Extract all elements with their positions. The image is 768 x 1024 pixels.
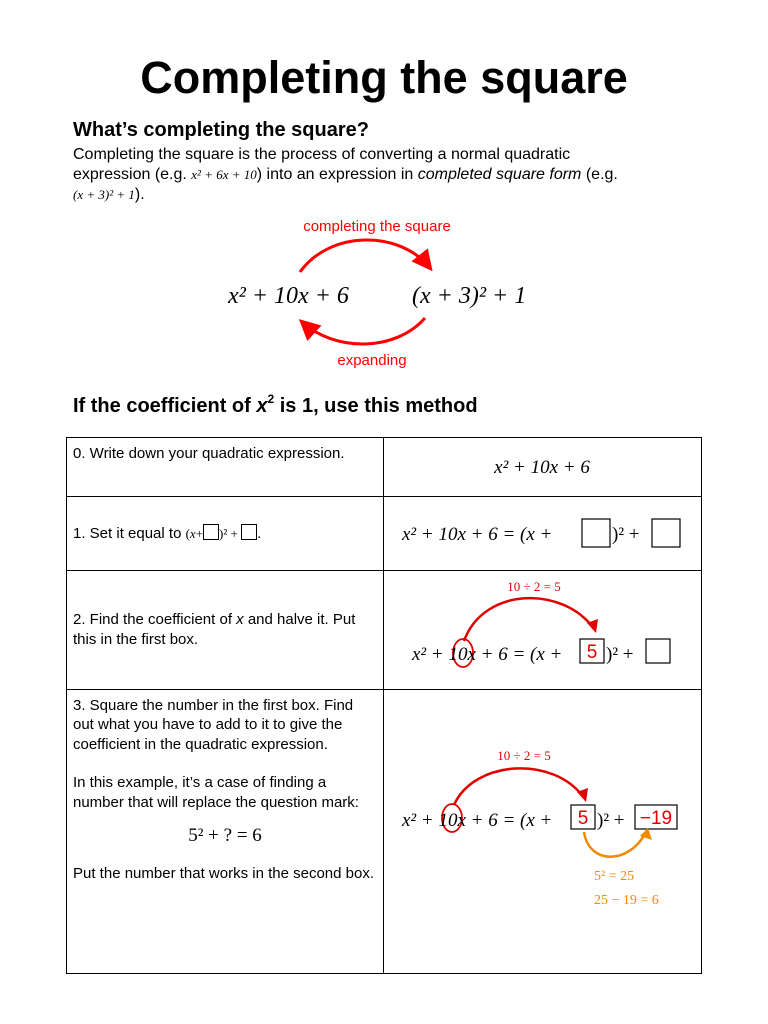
intro-text: ) into an expression in <box>256 166 418 183</box>
page-title: Completing the square <box>140 52 628 103</box>
step-2-expression: x² + 10x + 6 = (x + <box>412 644 563 665</box>
completing-label: completing the square <box>303 218 451 235</box>
step-1-expression: x² + 10x + 6 = (x + <box>402 523 553 545</box>
step-0-math <box>384 438 700 490</box>
step-2-expression-end: )² + <box>606 644 634 665</box>
heading-var: x <box>256 395 268 417</box>
heading-sup: 2 <box>267 392 275 406</box>
halving-annotation: 10 ÷ 2 = 5 <box>497 747 551 763</box>
transformation-diagram <box>0 0 768 400</box>
step-3-para-3: Put the number that works in the second box. <box>73 864 375 882</box>
blank-box <box>203 524 219 540</box>
halving-arrow <box>464 598 594 641</box>
step-3-para-2: In this example, it’s a case of finding a number that will replace the question mark: <box>73 774 359 811</box>
step-1-math <box>384 497 700 565</box>
box-1-value: 5 <box>586 642 598 663</box>
step-text: and halve it. Put this in the first box. <box>73 611 356 648</box>
box-2-value: −19 <box>639 807 673 829</box>
intro-emphasis: completed square form <box>417 166 582 183</box>
section-heading-method <box>73 392 478 418</box>
difference-note: 25 − 19 = 6 <box>594 892 659 908</box>
square-note: 5² = 25 <box>594 868 635 884</box>
expanding-label: expanding <box>337 352 407 369</box>
step-1-expression-end: )² + <box>612 523 640 545</box>
box-2 <box>646 639 670 663</box>
intro-text: expression (e.g. <box>73 166 192 183</box>
intro-text: (e.g. <box>581 166 618 183</box>
blank-box-1 <box>582 519 610 547</box>
step-3-expression: x² + 10x + 6 = (x + <box>402 809 553 831</box>
left-expression: x² + 10x + 6 <box>228 283 349 309</box>
step-0-expression: x² + 10x + 6 <box>494 457 590 478</box>
step-3-math-cell <box>384 689 702 974</box>
step-3-para-1: 3. Square the number in the first box. Find out what you have to add to it to give the coefficient in the quadratic expression. <box>73 696 354 753</box>
intro-math-completed: (x + 3)² + 1 <box>73 187 135 202</box>
heading-text: If the coefficient of <box>73 395 257 417</box>
step-0-text: 0. Write down your quadratic expression. <box>67 438 384 497</box>
table-row <box>67 689 702 974</box>
step-var: x <box>236 611 244 629</box>
table-row <box>67 438 702 497</box>
intro-line-1: Completing the square is the process of converting a normal quadratic <box>73 146 571 163</box>
step-3-equation: 5² + ? = 6 <box>188 825 262 846</box>
step-text: 2. Find the coefficient of <box>73 611 237 629</box>
halving-arrow <box>454 768 584 805</box>
inline-template: (x+ )² + <box>186 526 258 541</box>
blank-box <box>241 524 257 540</box>
step-2-math <box>384 571 700 683</box>
step-0-math-cell <box>384 438 702 497</box>
completing-arrow <box>300 240 430 272</box>
section-heading-what: What’s completing the square? <box>73 119 369 141</box>
step-3-expression-end: )² + <box>597 809 625 831</box>
table-row <box>67 571 702 690</box>
step-2-math-cell <box>384 571 702 690</box>
step-text: 1. Set it equal to <box>73 524 186 542</box>
step-3-math <box>384 690 700 968</box>
step-3-text <box>67 689 384 974</box>
step-1-text <box>67 496 384 571</box>
step-text: . <box>257 524 262 542</box>
steps-table <box>66 437 702 974</box>
squaring-arrow <box>584 832 646 857</box>
box-1-value: 5 <box>577 807 589 829</box>
right-expression: (x + 3)² + 1 <box>412 283 527 309</box>
halving-annotation: 10 ÷ 2 = 5 <box>507 579 561 594</box>
expanding-arrow <box>302 318 425 344</box>
step-2-text <box>67 571 384 690</box>
blank-box-2 <box>652 519 680 547</box>
intro-math-example: x² + 6x + 10 <box>191 167 257 182</box>
step-1-math-cell <box>384 496 702 571</box>
table-row <box>67 496 702 571</box>
intro-text: ). <box>134 186 145 203</box>
heading-text: is 1, use this method <box>274 395 478 417</box>
